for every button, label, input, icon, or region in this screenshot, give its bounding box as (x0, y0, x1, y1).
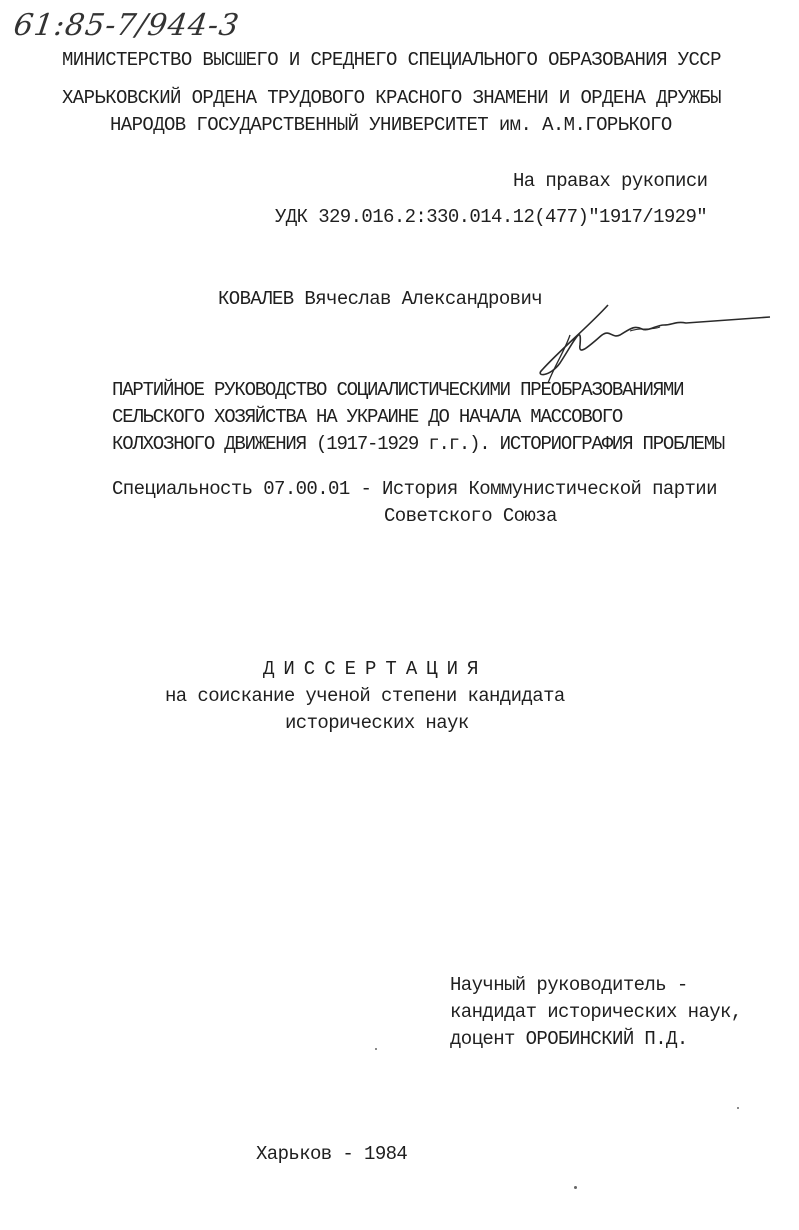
degree-line-1: на соискание ученой степени кандидата (165, 685, 565, 707)
university-line-2: НАРОДОВ ГОСУДАРСТВЕННЫЙ УНИВЕРСИТЕТ им. А.М.ГОРЬКОГО (110, 114, 672, 136)
title-line-3: КОЛХОЗНОГО ДВИЖЕНИЯ (1917-1929 г.г.). ИСТОРИОГРАФИЯ ПРОБЛЕМЫ (112, 433, 725, 455)
specialty-line-2: Советского Союза (384, 505, 557, 527)
archive-number: 61:85-7/944-3 (11, 8, 242, 43)
ministry-line: МИНИСТЕРСТВО ВЫСШЕГО И СРЕДНЕГО СПЕЦИАЛЬНОГО ОБРАЗОВАНИЯ УССР (62, 49, 721, 71)
title-line-1: ПАРТИЙНОЕ РУКОВОДСТВО СОЦИАЛИСТИЧЕСКИМИ ПРЕОБРАЗОВАНИЯМИ (112, 379, 684, 401)
dissertation-heading: ДИССЕРТАЦИЯ (263, 658, 488, 680)
manuscript-note: На правах рукописи (513, 170, 708, 192)
advisor-line-2: кандидат исторических наук, (450, 1001, 742, 1023)
ink-speck (737, 1107, 739, 1109)
university-line-1: ХАРЬКОВСКИЙ ОРДЕНА ТРУДОВОГО КРАСНОГО ЗНАМЕНИ И ОРДЕНА ДРУЖБЫ (62, 87, 721, 109)
advisor-line-3: доцент ОРОБИНСКИЙ П.Д. (450, 1028, 688, 1050)
specialty-line-1: Специальность 07.00.01 - История Коммунистической партии (112, 478, 717, 500)
city-year: Харьков - 1984 (256, 1143, 408, 1165)
degree-line-2: исторических наук (285, 712, 469, 734)
advisor-line-1: Научный руководитель - (450, 974, 688, 996)
udk-code: УДК 329.016.2:330.014.12(477)"1917/1929" (275, 206, 708, 228)
ink-speck (375, 1048, 377, 1050)
author-name: КОВАЛЕВ Вячеслав Александрович (218, 288, 543, 310)
ink-speck (574, 1186, 577, 1189)
title-line-2: СЕЛЬСКОГО ХОЗЯЙСТВА НА УКРАИНЕ ДО НАЧАЛА МАССОВОГО (112, 406, 623, 428)
